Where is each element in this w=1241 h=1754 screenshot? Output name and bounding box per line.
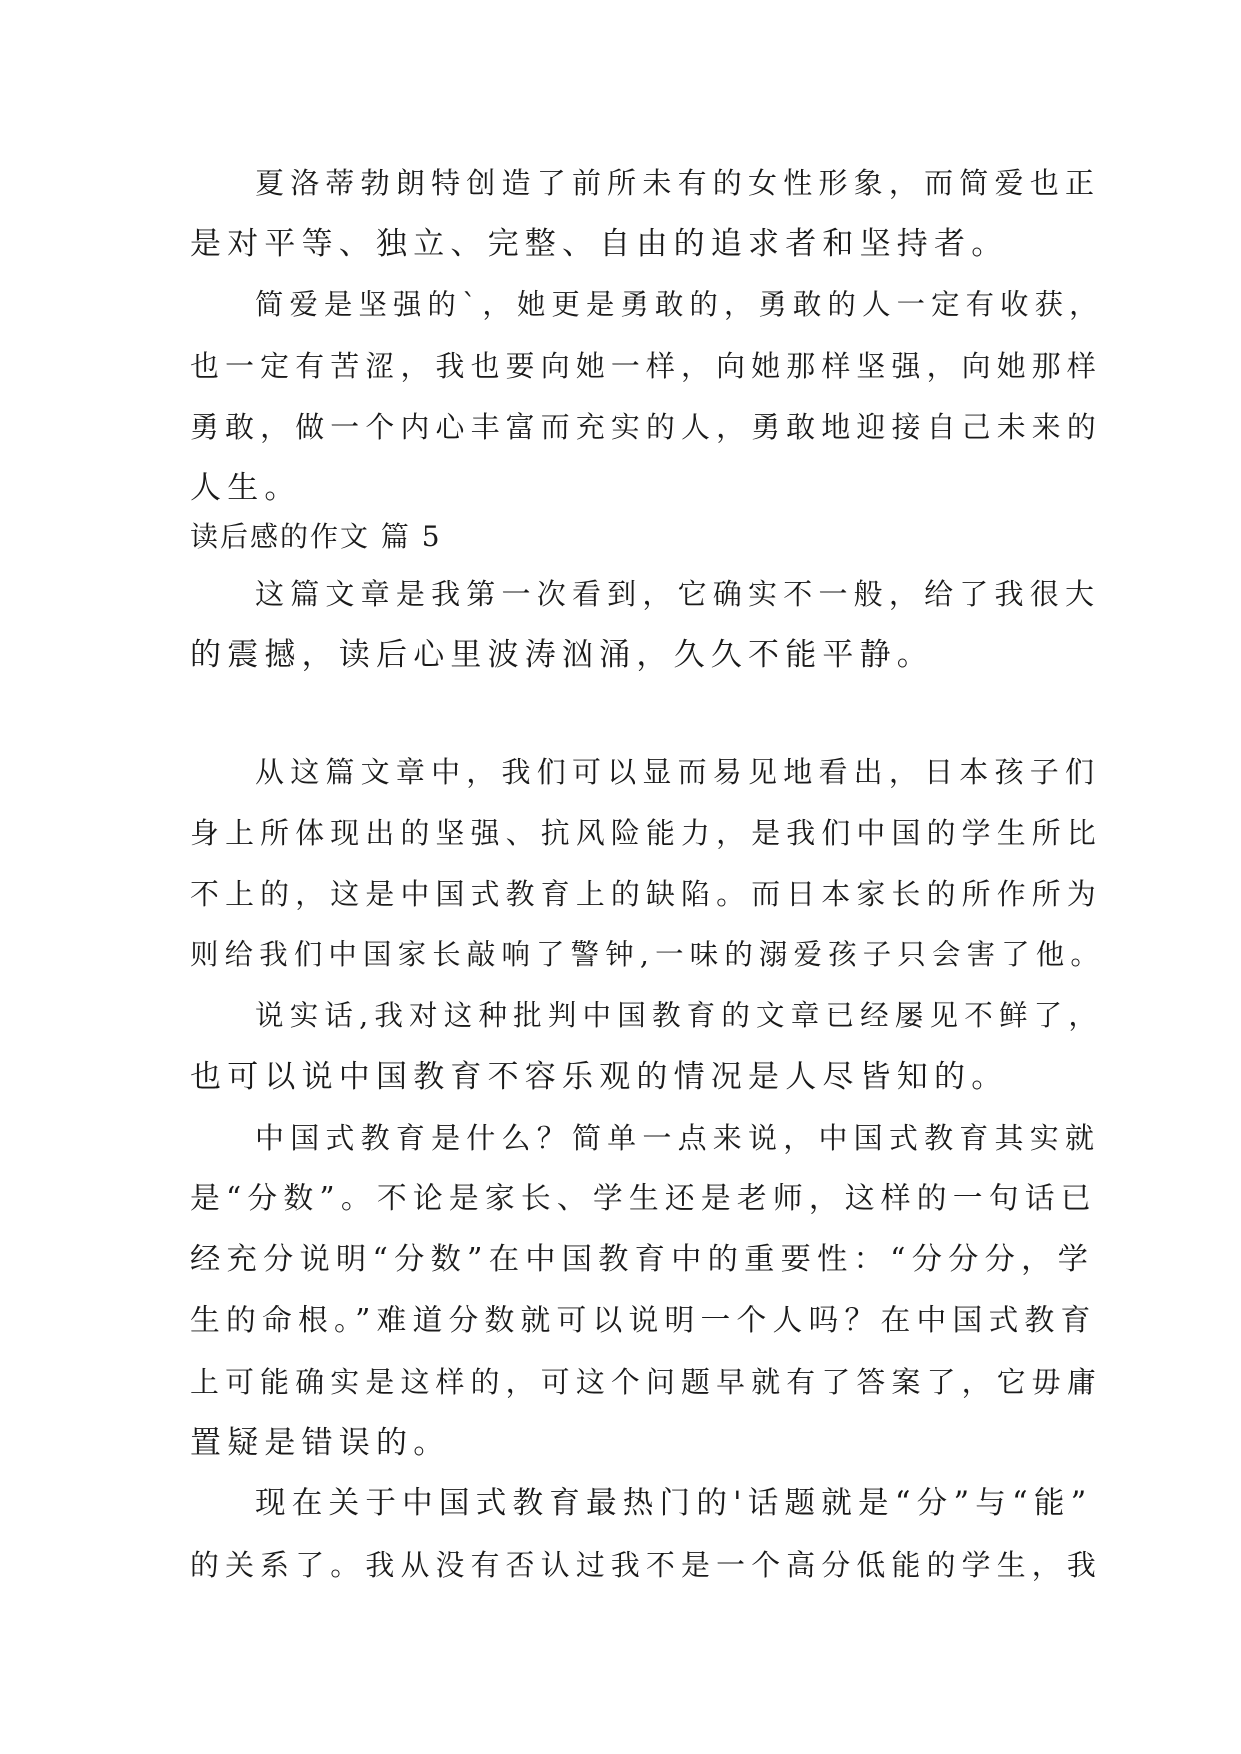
paragraph-line: 人生。 [190, 470, 302, 506]
paragraph-line: 现在关于中国式教育最热门的'话题就是“分”与“能” [255, 1486, 1093, 1521]
paragraph-line: 也可以说中国教育不容乐观的情况是人尽皆知的。 [190, 1059, 1009, 1095]
paragraph-line: 上可能确实是这样的，可这个问题早就有了答案了，它毋庸 [190, 1365, 1102, 1399]
paragraph-line: 中国式教育是什么？简单一点来说，中国式教育其实就 [255, 1121, 1101, 1155]
paragraph-line: 勇敢，做一个内心丰富而充实的人，勇敢地迎接自己未来的 [190, 410, 1102, 444]
paragraph-line: 则给我们中国家长敲响了警钟,一味的溺爱孩子只会害了他。 [190, 938, 1105, 971]
paragraph-line: 从这篇文章中，我们可以显而易见地看出，日本孩子们 [255, 755, 1101, 789]
section-heading: 读后感的作文 篇 5 [190, 520, 442, 553]
paragraph-line: 的关系了。我从没有否认过我不是一个高分低能的学生，我 [190, 1548, 1102, 1582]
paragraph-line: 经充分说明“分数”在中国教育中的重要性：“分分分，学 [190, 1242, 1095, 1277]
paragraph-line: 也一定有苦涩，我也要向她一样，向她那样坚强，向她那样 [190, 349, 1102, 383]
paragraph-line: 身上所体现出的坚强、抗风险能力，是我们中国的学生所比 [190, 816, 1102, 850]
paragraph-line: 生的命根。”难道分数就可以说明一个人吗？在中国式教育 [190, 1303, 1097, 1338]
paragraph-line: 是“分数”。不论是家长、学生还是老师，这样的一句话已 [190, 1181, 1097, 1216]
paragraph-line: 夏洛蒂勃朗特创造了前所未有的女性形象，而简爱也正 [255, 166, 1101, 200]
paragraph-line: 这篇文章是我第一次看到，它确实不一般，给了我很大 [255, 577, 1101, 611]
paragraph-line: 说实话,我对这种批判中国教育的文章已经屡见不鲜了， [255, 999, 1104, 1032]
paragraph-line: 不上的，这是中国式教育上的缺陷。而日本家长的所作所为 [190, 877, 1102, 911]
paragraph-line: 置疑是错误的。 [190, 1425, 451, 1461]
paragraph-line: 简爱是坚强的`，她更是勇敢的，勇敢的人一定有收获， [255, 288, 1104, 321]
paragraph-line: 的震撼，读后心里波涛汹涌，久久不能平静。 [190, 637, 934, 673]
paragraph-line: 是对平等、独立、完整、自由的追求者和坚持者。 [190, 226, 1009, 262]
